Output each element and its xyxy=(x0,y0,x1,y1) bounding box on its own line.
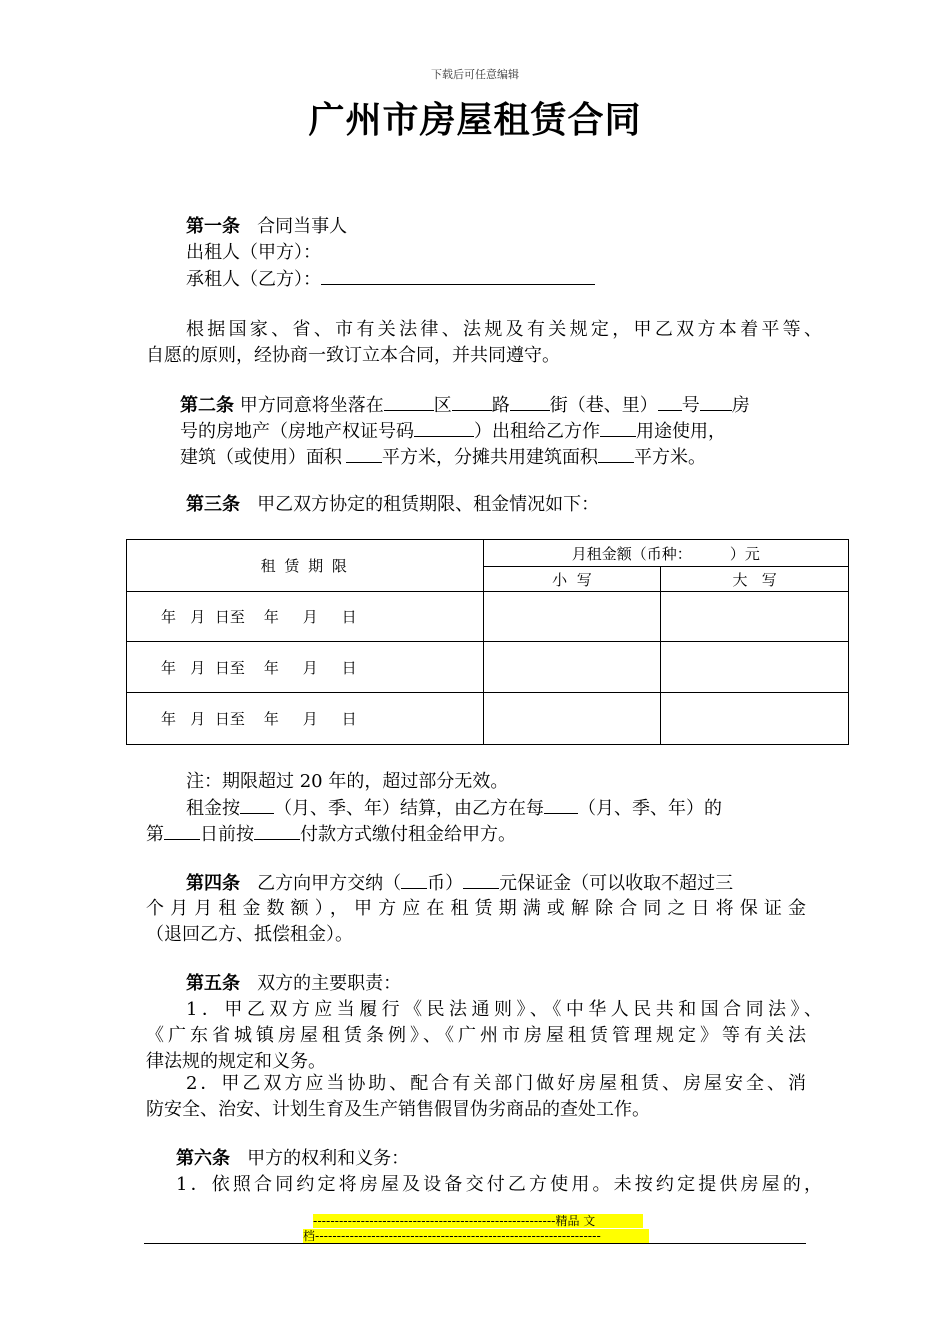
article-4-label: 第四条 xyxy=(186,873,240,894)
article-6-heading xyxy=(176,1146,409,1172)
lease-purpose-label: ）出租给乙方作 xyxy=(474,421,600,442)
footer-watermark-line-1: --------------------------------------------------------精品 文 xyxy=(313,1214,643,1228)
rent-settlement-line xyxy=(186,795,722,822)
article-6-text: 甲方的权利和义务： xyxy=(247,1148,410,1169)
street-label: 街（巷、里） xyxy=(549,395,658,416)
before-day-label: 日前按 xyxy=(200,824,254,845)
article-5-item-1-line-3: 律法规的规定和义务。 xyxy=(146,1051,326,1072)
table-row-period: 年 月 日至 年 月 日 xyxy=(127,693,484,745)
lease-purpose-blank[interactable] xyxy=(600,418,636,437)
lessee-blank[interactable] xyxy=(321,266,595,285)
number-label: 号 xyxy=(681,395,700,416)
number-blank[interactable] xyxy=(658,392,682,411)
article-5-heading xyxy=(186,971,401,997)
payment-day-blank[interactable] xyxy=(164,821,200,840)
property-cert-blank[interactable] xyxy=(414,418,474,437)
article-2-line-2 xyxy=(180,418,726,445)
shared-area-blank[interactable] xyxy=(598,444,634,463)
article-6-label: 第六条 xyxy=(176,1148,230,1169)
article-3-heading xyxy=(186,492,599,518)
header-note: 下载后可任意编辑 xyxy=(431,68,519,81)
article-4-line-3: （退回乙方、抵偿租金）。 xyxy=(146,924,353,945)
footer-watermark-line-2: 档------------------------------------------------------------------ xyxy=(303,1229,649,1243)
footer-rule xyxy=(144,1243,806,1244)
table-row-period: 年 月 日至 年 月 日 xyxy=(127,642,484,693)
table-row-period: 年 月 日至 年 月 日 xyxy=(127,592,484,642)
payment-method-line xyxy=(146,821,516,848)
article-6-item-1: 1．依照合同约定将房屋及设备交付乙方使用。未按约定提供房屋的， xyxy=(176,1174,822,1195)
currency-label: 币） xyxy=(427,873,464,894)
usage-label: 用途使用， xyxy=(636,421,726,442)
article-5-item-1-line-1: 1．甲乙双方应当履行《民法通则》、《中华人民共和国合同法》、 xyxy=(186,999,822,1020)
payment-method-blank[interactable] xyxy=(254,821,300,840)
payment-method-label: 付款方式缴付租金给甲方。 xyxy=(300,824,516,845)
deposit-text: 元保证金（可以收取不超过三 xyxy=(499,873,734,894)
header-period: 租 赁 期 限 xyxy=(127,540,484,592)
article-3-label: 第三条 xyxy=(186,494,240,515)
road-blank[interactable] xyxy=(452,392,492,411)
payment-period-blank[interactable] xyxy=(544,795,578,814)
table-cell-big[interactable] xyxy=(661,592,849,642)
day-prefix: 第 xyxy=(146,824,164,845)
table-cell-small[interactable] xyxy=(483,642,661,693)
table-cell-small[interactable] xyxy=(483,592,661,642)
area-label: 建筑（或使用）面积 xyxy=(180,447,342,468)
lessor-label: 出租人（甲方）： xyxy=(186,242,321,263)
header-big: 大 写 xyxy=(661,567,849,592)
lessee-label: 承租人（乙方）： xyxy=(186,269,321,290)
deposit-amount-blank[interactable] xyxy=(463,870,499,889)
article-2-line-3 xyxy=(180,444,706,471)
deposit-label: 乙方向甲方交纳（ xyxy=(257,873,402,894)
district-label: 区 xyxy=(433,395,452,416)
room-blank[interactable] xyxy=(700,392,732,411)
table-cell-big[interactable] xyxy=(661,642,849,693)
settlement-text: （月、季、年）结算，由乙方在每 xyxy=(274,798,544,819)
header-rent: 月租金额（币种： ）元 xyxy=(483,540,848,567)
area-blank[interactable] xyxy=(346,444,382,463)
lessor-line xyxy=(186,240,321,266)
article-5-item-2-line-1: 2．甲乙双方应当协助、配合有关部门做好房屋租赁、房屋安全、消 xyxy=(186,1073,806,1094)
article-2-label: 第二条 xyxy=(180,395,234,416)
rent-by-label: 租金按 xyxy=(186,798,240,819)
currency-blank[interactable] xyxy=(401,870,427,889)
article-5-item-2-line-2: 防安全、治安、计划生育及生产销售假冒伪劣商品的查处工作。 xyxy=(146,1099,650,1120)
page-title: 广州市房屋租赁合同 xyxy=(308,100,642,141)
article-2-line-1 xyxy=(180,392,750,419)
settlement-period-blank[interactable] xyxy=(240,795,274,814)
table-cell-big[interactable] xyxy=(661,693,849,745)
article-5-label: 第五条 xyxy=(186,973,240,994)
article-5-item-1-line-2: 《广东省城镇房屋租赁条例》、《广州市房屋租赁管理规定》等有关法 xyxy=(146,1025,806,1046)
table-cell-small[interactable] xyxy=(483,693,661,745)
sqm-label: 平方米。 xyxy=(634,447,706,468)
article-1-label: 第一条 xyxy=(186,216,240,237)
room-label: 房 xyxy=(731,395,750,416)
article-1-text: 合同当事人 xyxy=(257,216,348,237)
article-5-text: 双方的主要职责： xyxy=(257,973,402,994)
preamble-line-1: 根据国家、省、市有关法律、法规及有关规定，甲乙双方本着平等、 xyxy=(186,319,822,340)
article-1-heading xyxy=(186,214,347,240)
header-small: 小 写 xyxy=(483,567,661,592)
lessee-line xyxy=(186,266,595,293)
district-blank[interactable] xyxy=(384,392,434,411)
article-2-text: 甲方同意将坐落在 xyxy=(239,395,384,416)
shared-area-label: 平方米，分摊共用建筑面积 xyxy=(382,447,598,468)
article-4-line-2: 个月月租金数额），甲方应在租赁期满或解除合同之日将保证金 xyxy=(146,898,806,919)
property-cert-label: 号的房地产（房地产权证号码 xyxy=(180,421,414,442)
street-blank[interactable] xyxy=(510,392,550,411)
payment-period-label: （月、季、年）的 xyxy=(578,798,722,819)
article-4-line-1 xyxy=(186,870,733,897)
preamble-line-2: 自愿的原则，经协商一致订立本合同，并共同遵守。 xyxy=(146,345,560,366)
rent-table xyxy=(126,539,849,745)
road-label: 路 xyxy=(491,395,510,416)
article-3-text: 甲乙双方协定的租赁期限、租金情况如下： xyxy=(257,494,600,515)
term-note: 注：期限超过 20 年的，超过部分无效。 xyxy=(186,771,509,792)
